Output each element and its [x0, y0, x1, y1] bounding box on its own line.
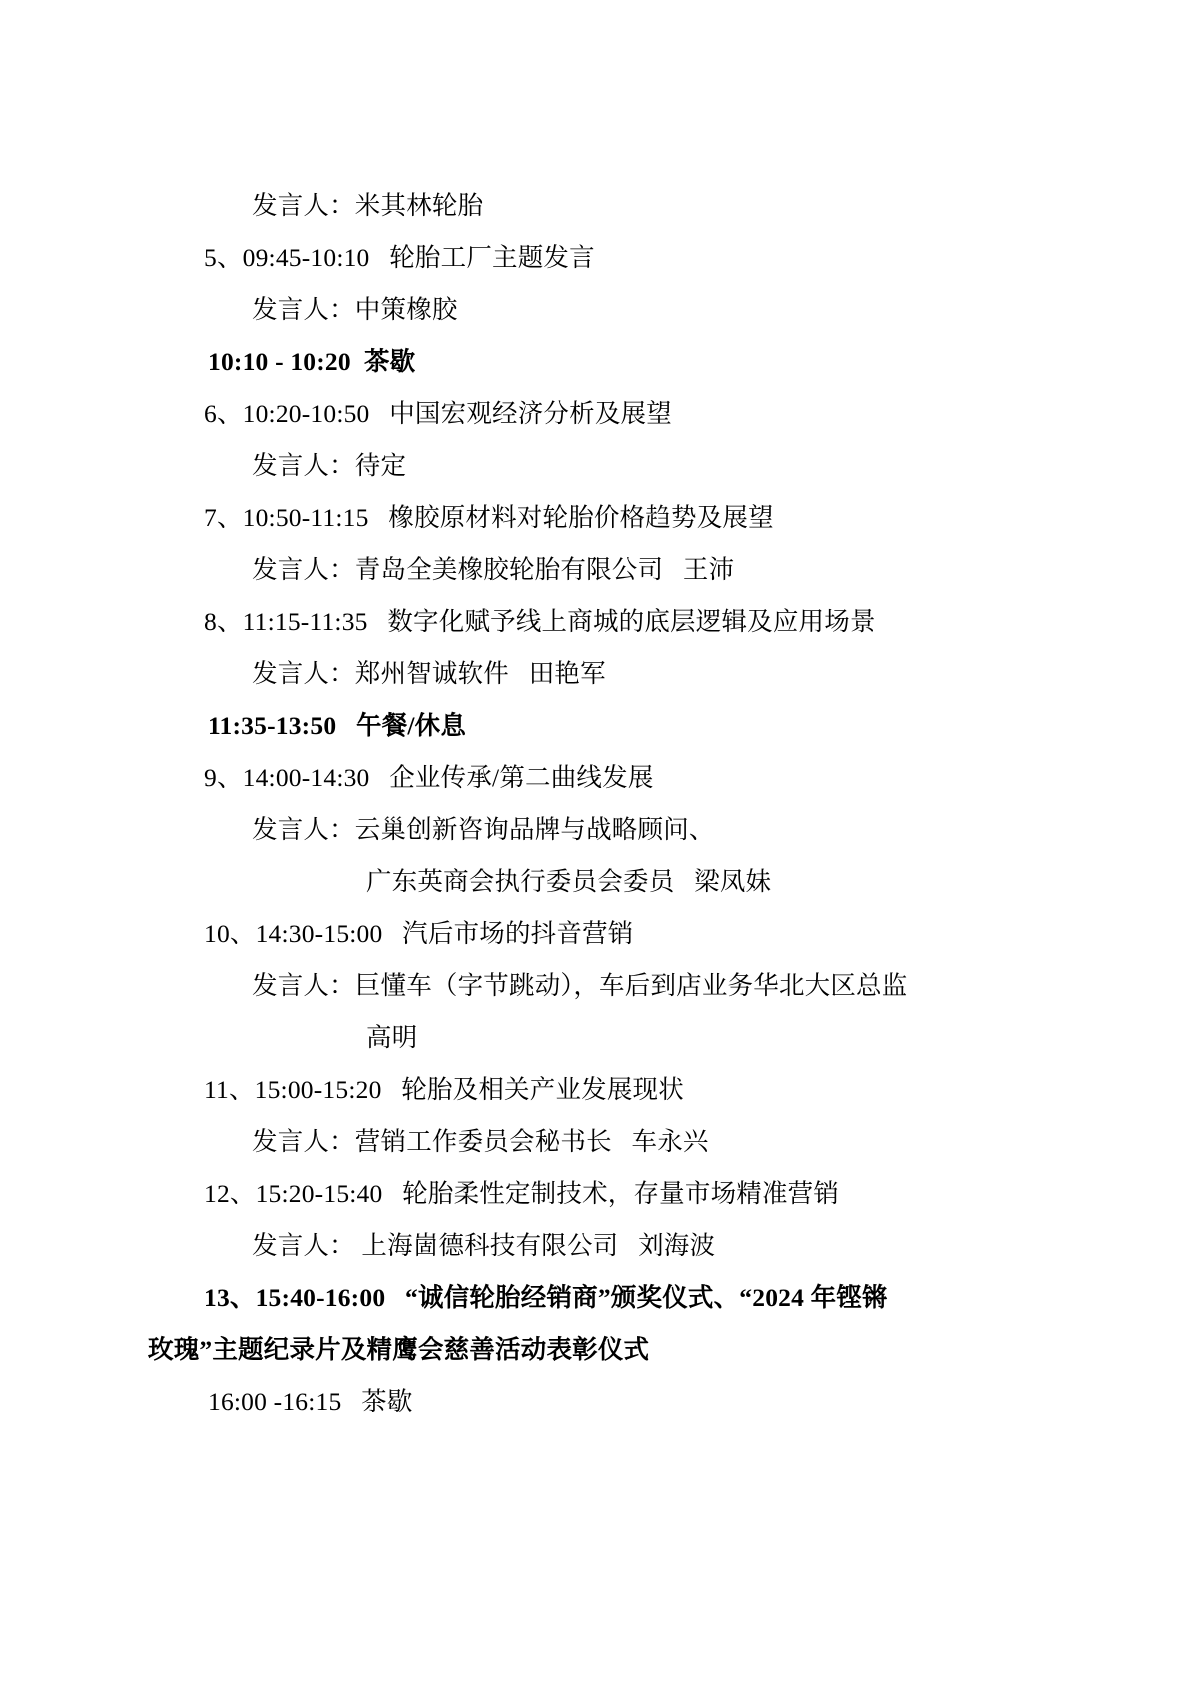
agenda-speaker-line: 发言人：郑州智诚软件 田艳军 [252, 659, 606, 688]
agenda-item-line: 9、14:00-14:30 企业传承/第二曲线发展 [204, 763, 654, 792]
agenda-speaker-line: 发言人：青岛全美橡胶轮胎有限公司 王沛 [252, 555, 735, 584]
agenda-speaker-line: 发言人：云巢创新咨询品牌与战略顾问、 [252, 815, 715, 844]
agenda-speaker-line: 广东英商会执行委员会委员 梁凤妹 [366, 867, 772, 896]
agenda-item-line: 7、10:50-11:15 橡胶原材料对轮胎价格趋势及展望 [204, 503, 774, 532]
agenda-break-line: 16:00 -16:15 茶歇 [208, 1387, 413, 1416]
agenda-item-line: 13、15:40-16:00 “诚信轮胎经销商”颁奖仪式、“2024 年铿锵 [204, 1283, 888, 1312]
agenda-break-line: 11:35-13:50 午餐/休息 [208, 711, 467, 740]
agenda-speaker-line: 发言人：中策橡胶 [252, 295, 458, 324]
agenda-item-line: 11、15:00-15:20 轮胎及相关产业发展现状 [204, 1075, 684, 1104]
agenda-list [148, 180, 1068, 1428]
agenda-speaker-line: 发言人：米其林轮胎 [252, 191, 484, 220]
agenda-break-line: 10:10 - 10:20 茶歇 [208, 347, 416, 376]
agenda-speaker-line: 发言人：营销工作委员会秘书长 车永兴 [252, 1127, 709, 1156]
agenda-speaker-line: 发言人： 上海崮德科技有限公司 刘海波 [252, 1231, 716, 1260]
agenda-item-line: 8、11:15-11:35 数字化赋予线上商城的底层逻辑及应用场景 [204, 607, 876, 636]
agenda-speaker-line: 发言人：待定 [252, 451, 407, 480]
agenda-item-line: 5、09:45-10:10 轮胎工厂主题发言 [204, 243, 595, 272]
agenda-item-line: 6、10:20-10:50 中国宏观经济分析及展望 [204, 399, 672, 428]
agenda-speaker-line: 高明 [366, 1023, 418, 1052]
agenda-item-line: 10、14:30-15:00 汽后市场的抖音营销 [204, 919, 634, 948]
agenda-item-line: 12、15:20-15:40 轮胎柔性定制技术，存量市场精准营销 [204, 1179, 840, 1208]
agenda-item-line: 玫瑰”主题纪录片及精鹰会慈善活动表彰仪式 [148, 1335, 650, 1364]
agenda-speaker-line: 发言人：巨懂车（字节跳动），车后到店业务华北大区总监 [252, 971, 908, 1000]
